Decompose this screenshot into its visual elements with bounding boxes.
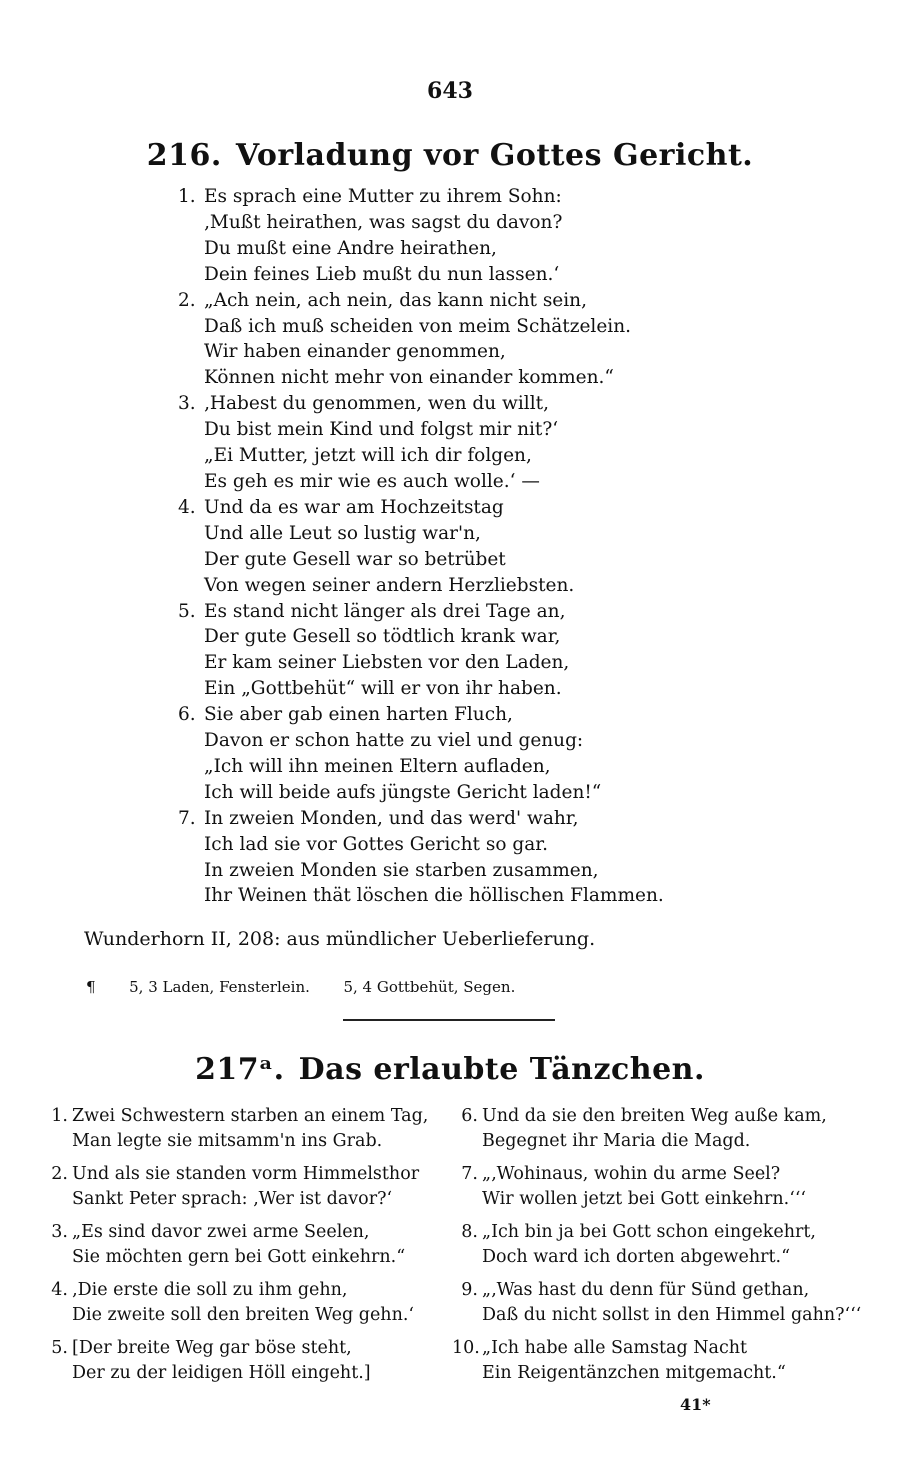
stanza-number: 3. (51, 1222, 68, 1242)
stanza (38, 1162, 438, 1212)
stanza (178, 288, 698, 392)
pilcrow-mark: ¶ (86, 978, 96, 996)
stanza-first-line (178, 184, 698, 210)
verse-line: Sie möchten gern bei Gott einkehrn.“ (72, 1247, 406, 1267)
verse-line: „Ich bin ja bei Gott schon eingekehrt, (482, 1222, 816, 1242)
stanza (178, 495, 698, 599)
stanza-number: 5. (51, 1338, 68, 1358)
stanza-first-line (178, 806, 698, 832)
verse-line: Und als sie standen vorm Himmelsthor (72, 1164, 420, 1184)
stanza-number: 7. (178, 807, 196, 829)
verse-line: „Ei Mutter, jetzt will ich dir folgen, (204, 445, 532, 467)
verse-line: Können nicht mehr von einander kommen.“ (204, 367, 614, 389)
verse-line: Wir wollen jetzt bei Gott einkehrn.‘‘‘ (482, 1189, 806, 1209)
stanza (452, 1162, 882, 1212)
verse-line: Und da es war am Hochzeitstag (204, 496, 504, 518)
verse-line: ‚Mußt heirathen, was sagst du davon? (204, 211, 563, 233)
stanza (452, 1220, 882, 1270)
stanza-number: 2. (51, 1164, 68, 1184)
stanza-number: 6. (461, 1106, 478, 1126)
stanza-first-line (452, 1220, 882, 1245)
verse-line: Davon er schon hatte zu viel und genug: (204, 730, 584, 752)
verse-line: „Es sind davor zwei arme Seelen, (72, 1222, 370, 1242)
song-217-title (0, 1052, 900, 1087)
verse-line: [Der breite Weg gar böse steht, (72, 1338, 352, 1358)
stanza (38, 1278, 438, 1328)
stanza (178, 702, 698, 806)
verse-line: In zweien Monden sie starben zusammen, (204, 859, 599, 881)
verse-line: Der zu der leidigen Höll eingeht.] (72, 1363, 371, 1383)
song-217-left-column (38, 1104, 438, 1394)
variant-readings (86, 978, 515, 996)
verse-line: Der gute Gesell so tödtlich krank war, (204, 626, 561, 648)
stanza (38, 1336, 438, 1386)
verse-line: Es geh es mir wie es auch wolle.‘ — (204, 470, 540, 492)
song-217-right-column (452, 1104, 882, 1394)
stanza-first-line (452, 1336, 882, 1361)
stanza (452, 1336, 882, 1386)
verse-line: Man legte sie mitsamm'n ins Grab. (72, 1131, 383, 1151)
stanza-number: 10. (452, 1338, 480, 1358)
verse-line: Es stand nicht länger als drei Tage an, (204, 600, 566, 622)
stanza-first-line (178, 702, 698, 728)
song-217-number: 217ᵃ. (195, 1052, 285, 1087)
stanza-first-line (178, 288, 698, 314)
verse-line: „Ich will ihn meinen Eltern aufladen, (204, 755, 551, 777)
stanza-first-line (38, 1162, 438, 1187)
verse-line: Ein Reigentänzchen mitgemacht.“ (482, 1363, 786, 1383)
verse-line: ‚Habest du genommen, wen du willt, (204, 393, 549, 415)
variant-reading: 5, 4 Gottbehüt, Segen. (343, 978, 516, 996)
stanza-first-line (38, 1220, 438, 1245)
verse-line: „‚Wohinaus, wohin du arme Seel? (482, 1164, 781, 1184)
verse-line: Ich lad sie vor Gottes Gericht so gar. (204, 833, 548, 855)
stanza-first-line (452, 1278, 882, 1303)
stanza-first-line (178, 391, 698, 417)
page-number: 643 (427, 78, 473, 104)
verse-line: Sie aber gab einen harten Fluch, (204, 704, 513, 726)
stanza-first-line (178, 495, 698, 521)
verse-line: Du mußt eine Andre heirathen, (204, 237, 497, 259)
verse-line: Ich will beide aufs jüngste Gericht laden!“ (204, 781, 602, 803)
stanza-number: 8. (461, 1222, 478, 1242)
stanza (178, 599, 698, 703)
verse-line: Begegnet ihr Maria die Magd. (482, 1131, 751, 1151)
verse-line: Und da sie den breiten Weg auße kam, (482, 1106, 827, 1126)
section-divider (343, 1019, 555, 1021)
verse-line: Dein feines Lieb mußt du nun lassen.‘ (204, 263, 560, 285)
stanza-number: 4. (178, 496, 196, 518)
verse-line: Doch ward ich dorten abgewehrt.“ (482, 1247, 791, 1267)
verse-line: ‚Die erste die soll zu ihm gehn, (72, 1280, 348, 1300)
stanza-first-line (452, 1104, 882, 1129)
stanza (452, 1278, 882, 1328)
stanza-first-line (38, 1278, 438, 1303)
stanza-first-line (38, 1104, 438, 1129)
song-216-stanzas (178, 184, 698, 909)
stanza (178, 391, 698, 495)
verse-line: Von wegen seiner andern Herzliebsten. (204, 574, 575, 596)
stanza-number: 4. (51, 1280, 68, 1300)
stanza-first-line (38, 1336, 438, 1361)
source-reference: Wunderhorn II, 208: aus mündlicher Ueberlieferung. (84, 928, 596, 950)
verse-line: Es sprach eine Mutter zu ihrem Sohn: (204, 186, 562, 207)
stanza-number: 7. (461, 1164, 478, 1184)
stanza (38, 1104, 438, 1154)
verse-line: Ihr Weinen thät löschen die höllischen Flammen. (204, 885, 664, 907)
stanza-number: 6. (178, 704, 196, 726)
verse-line: „Ach nein, ach nein, das kann nicht sein, (204, 289, 587, 311)
verse-line: Und alle Leut so lustig war'n, (204, 522, 481, 544)
stanza-number: 9. (461, 1280, 478, 1300)
stanza-first-line (452, 1162, 882, 1187)
stanza-first-line (178, 599, 698, 625)
verse-line: Wir haben einander genommen, (204, 341, 506, 363)
verse-line: Der gute Gesell war so betrübet (204, 548, 506, 570)
verse-line: Daß ich muß scheiden von meim Schätzelein. (204, 315, 631, 337)
verse-line: „Ich habe alle Samstag Nacht (482, 1338, 748, 1358)
verse-line: Sankt Peter sprach: ‚Wer ist davor?‘ (72, 1189, 393, 1209)
verse-line: „‚Was hast du denn für Sünd gethan, (482, 1280, 810, 1300)
stanza (178, 184, 698, 288)
stanza-number: 1. (178, 186, 196, 207)
printer-signature: 41* (680, 1395, 711, 1414)
verse-line: In zweien Monden, und das werd' wahr, (204, 807, 579, 829)
song-216-number: 216. (146, 138, 222, 173)
stanza-number: 2. (178, 289, 196, 311)
song-216-title (0, 138, 900, 173)
verse-line: Die zweite soll den breiten Weg gehn.‘ (72, 1305, 414, 1325)
verse-line: Er kam seiner Liebsten vor den Laden, (204, 652, 570, 674)
stanza (452, 1104, 882, 1154)
stanza-number: 3. (178, 393, 196, 415)
verse-line: Daß du nicht sollst in den Himmel gahn?‘‘‘ (482, 1305, 862, 1325)
stanza-number: 1. (51, 1106, 68, 1126)
variant-reading: 5, 3 Laden, Fensterlein. (129, 978, 310, 996)
song-216-title-text: Vorladung vor Gottes Gericht. (235, 138, 754, 173)
verse-line: Ein „Gottbehüt“ will er von ihr haben. (204, 678, 562, 700)
verse-line: Du bist mein Kind und folgst mir nit?‘ (204, 419, 559, 441)
stanza-number: 5. (178, 600, 196, 622)
song-217-title-text: Das erlaubte Tänzchen. (298, 1052, 705, 1087)
stanza (38, 1220, 438, 1270)
stanza (178, 806, 698, 910)
verse-line: Zwei Schwestern starben an einem Tag, (72, 1106, 429, 1126)
